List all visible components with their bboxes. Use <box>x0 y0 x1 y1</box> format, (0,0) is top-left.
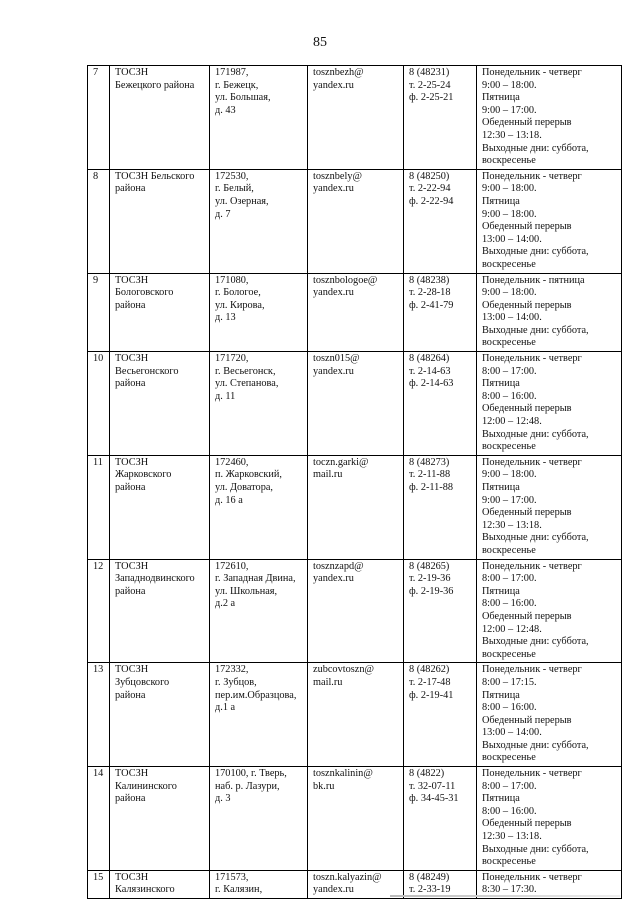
office-hours-cell <box>477 663 622 767</box>
office-address-line: 170100, г. Тверь, <box>215 768 287 780</box>
office-phone-line: 8 (48265) <box>409 560 450 572</box>
office-hours-line: 12:30 – 13:18. <box>482 831 542 843</box>
office-name-line: Калязинского <box>115 884 175 896</box>
office-hours-line: 9:00 – 18:00. <box>482 208 537 220</box>
office-hours-line: Обеденный перерыв <box>482 714 572 726</box>
office-address-cell <box>210 767 308 871</box>
office-phone-cell <box>404 169 477 273</box>
office-phone-line: 8 (48273) <box>409 456 450 468</box>
office-hours-line: Понедельник - четверг <box>482 67 582 78</box>
office-email-line: yandex.ru <box>313 365 354 377</box>
office-hours-cell <box>477 455 622 559</box>
office-phone-line: т. 2-28-18 <box>409 287 451 299</box>
office-name-line: района <box>115 482 146 493</box>
office-email-cell <box>308 663 404 767</box>
office-address-line: 172610, <box>215 560 249 572</box>
office-hours-line: Понедельник - четверг <box>482 768 582 780</box>
office-phone-line: 8 (48262) <box>409 664 450 676</box>
office-email-cell <box>308 455 404 559</box>
office-hours-line: Обеденный перерыв <box>482 610 572 622</box>
office-phone-line: ф. 2-19-36 <box>409 585 454 597</box>
row-number-cell <box>88 66 110 170</box>
office-phone-cell <box>404 767 477 871</box>
office-hours-line: Пятница <box>482 92 520 104</box>
office-name-line: ТОСЗН <box>115 871 149 883</box>
office-name-line: Весьегонского <box>115 365 179 377</box>
office-hours-line: воскресенье <box>482 752 536 764</box>
row-number-cell <box>88 352 110 456</box>
office-name-line: ТОСЗН <box>115 274 149 286</box>
office-hours-line: Понедельник - четверг <box>482 560 582 572</box>
office-hours-line: 9:00 – 18:00. <box>482 469 537 481</box>
office-hours-line: Выходные дни: суббота, <box>482 532 589 544</box>
office-hours-line: 8:00 – 17:00. <box>482 780 537 792</box>
office-address-line: п. Жарковский, <box>215 469 282 481</box>
office-phone-line: ф. 2-22-94 <box>409 195 454 207</box>
office-email-cell <box>308 352 404 456</box>
office-email-line: yandex.ru <box>313 573 354 585</box>
table-row <box>88 559 622 663</box>
office-phone-cell <box>404 455 477 559</box>
office-hours-line: 8:00 – 17:00. <box>482 573 537 585</box>
office-hours-line: Выходные дни: суббота, <box>482 843 589 855</box>
office-address-cell <box>210 559 308 663</box>
office-phone-line: 8 (48238) <box>409 274 450 286</box>
office-address-line: 171987, <box>215 67 249 78</box>
table-row <box>88 66 622 170</box>
office-hours-line: Выходные дни: суббота, <box>482 739 589 751</box>
row-number: 12 <box>93 560 104 572</box>
row-number-cell <box>88 455 110 559</box>
office-address-line: наб. р. Лазури, <box>215 780 280 792</box>
office-hours-line: 12:00 – 12:48. <box>482 416 542 428</box>
office-name-line: ТОСЗН <box>115 560 149 572</box>
office-hours-line: воскресенье <box>482 258 536 270</box>
office-hours-cell <box>477 767 622 871</box>
office-address-line: ул. Большая, <box>215 92 271 104</box>
table-row <box>88 169 622 273</box>
row-number-cell <box>88 663 110 767</box>
office-address-cell <box>210 66 308 170</box>
office-address-cell <box>210 455 308 559</box>
office-phone-cell <box>404 352 477 456</box>
office-name-cell <box>110 273 210 352</box>
office-phone-cell <box>404 66 477 170</box>
office-hours-line: 9:00 – 18:00. <box>482 287 537 299</box>
office-hours-line: 9:00 – 17:00. <box>482 104 537 116</box>
office-name-cell <box>110 559 210 663</box>
office-address-line: ул. Кирова, <box>215 299 265 311</box>
office-name-line: района <box>115 793 146 805</box>
office-hours-line: Понедельник - пятница <box>482 274 585 286</box>
office-name-line: Калининского <box>115 780 177 792</box>
office-email-cell <box>308 767 404 871</box>
office-hours-line: Обеденный перерыв <box>482 403 572 415</box>
row-number: 14 <box>93 768 104 780</box>
row-number-cell <box>88 767 110 871</box>
office-phone-line: 8 (48231) <box>409 67 450 78</box>
office-phone-line: 8 (48250) <box>409 170 450 182</box>
row-number-cell <box>88 169 110 273</box>
office-name-line: района <box>115 585 146 597</box>
office-hours-line: Выходные дни: суббота, <box>482 428 589 440</box>
office-hours-line: 8:30 – 17:30. <box>482 884 537 896</box>
office-hours-line: 13:00 – 14:00. <box>482 312 542 324</box>
office-address-line: д. 7 <box>215 208 231 220</box>
office-name-line: Бологовского <box>115 287 174 299</box>
office-name-line: района <box>115 183 146 195</box>
office-email-line: yandex.ru <box>313 884 354 896</box>
office-hours-line: Пятница <box>482 793 520 805</box>
table-row <box>88 352 622 456</box>
row-number: 8 <box>93 170 99 182</box>
office-address-cell <box>210 169 308 273</box>
office-address-line: пер.им.Образцова, <box>215 689 297 701</box>
office-hours-line: Обеденный перерыв <box>482 221 572 233</box>
office-address-line: д. 3 <box>215 793 231 805</box>
office-address-line: д. 13 <box>215 312 236 324</box>
office-name-cell <box>110 455 210 559</box>
office-address-line: д. 16 а <box>215 494 243 506</box>
office-hours-line: 8:00 – 16:00. <box>482 598 537 610</box>
office-hours-line: Выходные дни: суббота, <box>482 142 589 154</box>
office-hours-line: 8:00 – 16:00. <box>482 805 537 817</box>
row-number-cell <box>88 870 110 898</box>
office-hours-line: 8:00 – 16:00. <box>482 702 537 714</box>
office-email-line: mail.ru <box>313 676 343 688</box>
office-address-line: ул. Школьная, <box>215 585 278 597</box>
office-email-cell <box>308 66 404 170</box>
office-name-line: Жарковского <box>115 469 172 481</box>
office-hours-line: Понедельник - четверг <box>482 170 582 182</box>
office-address-line: г. Калязин, <box>215 884 263 896</box>
row-number: 13 <box>93 664 104 676</box>
office-hours-line: Обеденный перерыв <box>482 299 572 311</box>
office-phone-cell <box>404 663 477 767</box>
table-row <box>88 273 622 352</box>
office-hours-line: Пятница <box>482 585 520 597</box>
office-email-line: tosznbezh@ <box>313 67 364 78</box>
office-hours-line: воскресенье <box>482 856 536 868</box>
office-hours-line: 12:30 – 13:18. <box>482 519 542 531</box>
office-address-line: г. Зубцов, <box>215 676 257 688</box>
office-hours-line: Обеденный перерыв <box>482 117 572 129</box>
office-phone-line: ф. 34-45-31 <box>409 793 459 805</box>
office-phone-line: 8 (4822) <box>409 768 445 780</box>
row-number: 11 <box>93 456 103 468</box>
office-name-line: района <box>115 378 146 390</box>
scan-artifact <box>390 895 620 897</box>
office-hours-line: воскресенье <box>482 441 536 453</box>
office-name-line: ТОСЗН <box>115 456 149 468</box>
office-hours-line: 12:30 – 13:18. <box>482 129 542 141</box>
office-address-line: ул. Доватора, <box>215 482 273 493</box>
office-phone-line: 8 (48264) <box>409 353 450 365</box>
row-number-cell <box>88 559 110 663</box>
office-phone-line: ф. 2-14-63 <box>409 378 454 390</box>
office-address-line: 171720, <box>215 353 249 365</box>
office-phone-cell <box>404 273 477 352</box>
office-hours-line: Обеденный перерыв <box>482 818 572 830</box>
office-address-cell <box>210 352 308 456</box>
office-hours-line: Понедельник - четверг <box>482 871 582 883</box>
office-name-cell <box>110 870 210 898</box>
office-name-cell <box>110 767 210 871</box>
office-phone-line: ф. 2-11-88 <box>409 482 454 493</box>
office-address-cell <box>210 870 308 898</box>
office-name-cell <box>110 66 210 170</box>
table-row <box>88 455 622 559</box>
office-email-line: tosznbely@ <box>313 170 362 182</box>
office-phone-cell <box>404 559 477 663</box>
office-name-line: ТОСЗН <box>115 353 149 365</box>
office-hours-line: 9:00 – 17:00. <box>482 494 537 506</box>
office-hours-line: Выходные дни: суббота, <box>482 324 589 336</box>
office-name-line: ТОСЗН Бельского <box>115 170 195 182</box>
office-phone-line: т. 2-17-48 <box>409 676 451 688</box>
office-hours-cell <box>477 66 622 170</box>
office-hours-cell <box>477 559 622 663</box>
office-hours-line: 8:00 – 17:15. <box>482 676 537 688</box>
office-phone-line: т. 2-19-36 <box>409 573 451 585</box>
office-address-line: ул. Озерная, <box>215 195 269 207</box>
office-hours-line: воскресенье <box>482 648 536 660</box>
office-hours-line: Понедельник - четверг <box>482 456 582 468</box>
office-hours-line: 8:00 – 17:00. <box>482 365 537 377</box>
office-phone-line: ф. 2-19-41 <box>409 689 454 701</box>
office-name-line: ТОСЗН <box>115 664 149 676</box>
office-address-line: д. 43 <box>215 104 236 116</box>
office-phone-line: ф. 2-41-79 <box>409 299 454 311</box>
office-name-cell <box>110 352 210 456</box>
office-hours-line: Пятница <box>482 689 520 701</box>
office-hours-line: Выходные дни: суббота, <box>482 636 589 648</box>
office-hours-line: Пятница <box>482 482 520 493</box>
office-email-cell <box>308 169 404 273</box>
row-number-cell <box>88 273 110 352</box>
office-email-line: tosznbologoe@ <box>313 274 378 286</box>
office-address-cell <box>210 273 308 352</box>
office-name-line: Западнодвинского <box>115 573 195 585</box>
offices-table <box>87 65 622 899</box>
office-email-cell <box>308 559 404 663</box>
office-name-line: ТОСЗН <box>115 67 149 78</box>
office-email-cell <box>308 273 404 352</box>
office-address-line: г. Белый, <box>215 183 254 195</box>
office-hours-line: Обеденный перерыв <box>482 507 572 519</box>
office-hours-line: Пятница <box>482 378 520 390</box>
row-number: 15 <box>93 871 104 883</box>
table-row <box>88 663 622 767</box>
office-address-cell <box>210 663 308 767</box>
office-hours-line: воскресенье <box>482 544 536 556</box>
office-hours-cell <box>477 169 622 273</box>
page-number: 85 <box>313 35 327 50</box>
office-address-line: ул. Степанова, <box>215 378 279 390</box>
office-hours-line: 12:00 – 12:48. <box>482 623 542 635</box>
office-phone-line: т. 2-33-19 <box>409 884 451 896</box>
office-email-line: bk.ru <box>313 780 335 792</box>
office-address-line: 172460, <box>215 456 249 468</box>
office-email-line: mail.ru <box>313 469 343 481</box>
office-hours-cell <box>477 352 622 456</box>
office-address-line: 172530, <box>215 170 249 182</box>
office-email-line: yandex.ru <box>313 287 354 299</box>
office-hours-cell <box>477 273 622 352</box>
office-address-line: г. Бежецк, <box>215 79 259 91</box>
office-email-line: toczn.garki@ <box>313 456 369 468</box>
office-hours-line: Понедельник - четверг <box>482 664 582 676</box>
row-number: 7 <box>93 67 99 78</box>
office-hours-line: 9:00 – 18:00. <box>482 183 537 195</box>
office-phone-line: т. 2-22-94 <box>409 183 451 195</box>
office-email-line: tosznzapd@ <box>313 560 364 572</box>
office-email-line: toszn015@ <box>313 353 360 365</box>
office-hours-line: 9:00 – 18:00. <box>482 79 537 91</box>
office-address-line: г. Бологое, <box>215 287 261 299</box>
office-phone-line: т. 2-11-88 <box>409 469 451 481</box>
office-name-line: Бежецкого района <box>115 79 195 91</box>
office-name-cell <box>110 663 210 767</box>
office-name-line: Зубцовского <box>115 676 170 688</box>
office-phone-line: ф. 2-25-21 <box>409 92 454 104</box>
office-phone-line: т. 2-25-24 <box>409 79 451 91</box>
office-hours-line: Выходные дни: суббота, <box>482 246 589 258</box>
office-email-line: zubcovtoszn@ <box>313 664 374 676</box>
office-name-line: района <box>115 299 146 311</box>
office-hours-line: 8:00 – 16:00. <box>482 390 537 402</box>
offices-table-body <box>88 66 622 899</box>
office-hours-line: воскресенье <box>482 337 536 349</box>
office-name-line: ТОСЗН <box>115 768 149 780</box>
row-number: 9 <box>93 274 99 286</box>
office-hours-line: 13:00 – 14:00. <box>482 233 542 245</box>
office-address-line: 171080, <box>215 274 249 286</box>
office-email-line: yandex.ru <box>313 183 354 195</box>
office-address-line: г. Западная Двина, <box>215 573 296 585</box>
office-email-line: tosznkalinin@ <box>313 768 373 780</box>
office-email-line: toszn.kalyazin@ <box>313 871 382 883</box>
office-phone-line: 8 (48249) <box>409 871 450 883</box>
office-name-cell <box>110 169 210 273</box>
office-address-line: 172332, <box>215 664 249 676</box>
office-address-line: д.2 а <box>215 598 236 610</box>
office-hours-line: Пятница <box>482 195 520 207</box>
office-hours-line: Понедельник - четверг <box>482 353 582 365</box>
office-address-line: д. 11 <box>215 390 236 402</box>
row-number: 10 <box>93 353 104 365</box>
office-address-line: 171573, <box>215 871 249 883</box>
office-phone-line: т. 32-07-11 <box>409 780 456 792</box>
office-address-line: г. Весьегонск, <box>215 365 276 377</box>
office-email-line: yandex.ru <box>313 79 354 91</box>
office-hours-line: 13:00 – 14:00. <box>482 727 542 739</box>
office-phone-line: т. 2-14-63 <box>409 365 451 377</box>
office-hours-line: воскресенье <box>482 155 536 167</box>
office-name-line: района <box>115 689 146 701</box>
office-address-line: д.1 а <box>215 702 236 714</box>
table-row <box>88 767 622 871</box>
